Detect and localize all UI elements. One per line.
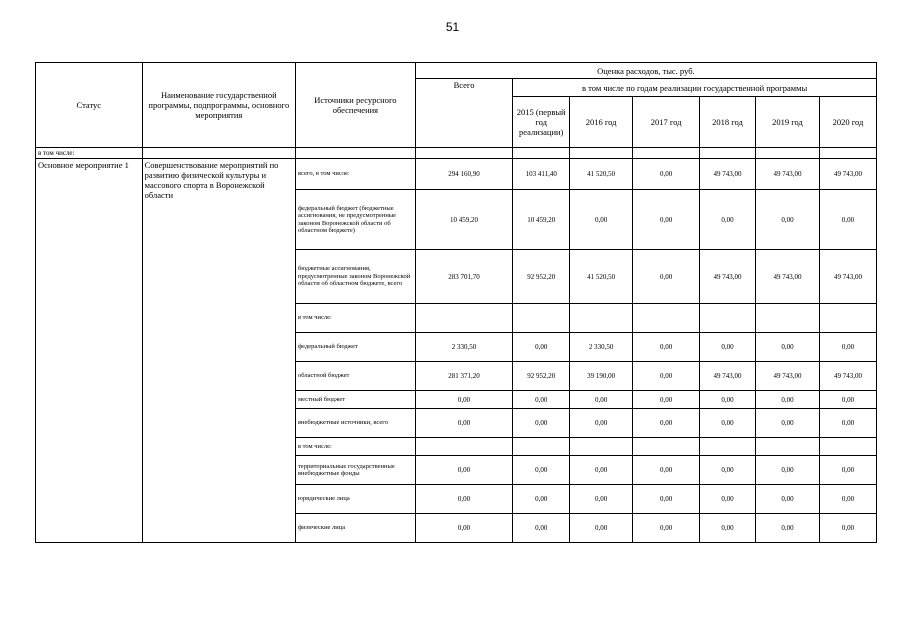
value-cell: 49 743,00 [700, 362, 756, 391]
header-status: Статус [36, 63, 143, 148]
value-cell: 41 520,50 [570, 250, 633, 304]
value-cell: 0,00 [755, 391, 819, 409]
source-cell: федеральный бюджет [295, 333, 415, 362]
event-name: Совершенствование мероприятий по развитию физической культуры и массового спорта в Воронежской области [142, 159, 295, 543]
value-cell: 0,00 [570, 391, 633, 409]
value-cell: 0,00 [513, 409, 570, 438]
value-cell [819, 438, 876, 456]
value-cell: 0,00 [570, 409, 633, 438]
table-row [36, 159, 877, 190]
source-cell: физические лица [295, 514, 415, 543]
value-cell: 49 743,00 [755, 250, 819, 304]
value-cell [633, 438, 700, 456]
value-cell: 0,00 [633, 190, 700, 250]
value-cell: 0,00 [633, 409, 700, 438]
value-cell: 10 459,20 [513, 190, 570, 250]
value-cell: 0,00 [513, 514, 570, 543]
value-cell: 294 160,90 [415, 159, 512, 190]
header-year-2018: 2018 год [700, 97, 756, 148]
value-cell: 92 952,20 [513, 362, 570, 391]
header-year-2015: 2015 (первый год реализации) [513, 97, 570, 148]
value-cell: 92 952,20 [513, 250, 570, 304]
value-cell: 0,00 [513, 333, 570, 362]
header-row-1 [36, 63, 877, 79]
value-cell: 0,00 [570, 514, 633, 543]
value-cell: 0,00 [570, 190, 633, 250]
page-number: 51 [445, 20, 460, 34]
source-cell: в том числе: [295, 438, 415, 456]
header-sources: Источники ресурсного обеспечения [295, 63, 415, 148]
value-cell: 0,00 [700, 485, 756, 514]
value-cell: 0,00 [633, 391, 700, 409]
in-that-number-row [36, 148, 877, 159]
value-cell [755, 304, 819, 333]
source-cell: территориальные государственные внебюджетные фонды [295, 456, 415, 485]
value-cell: 0,00 [570, 485, 633, 514]
value-cell: 0,00 [819, 485, 876, 514]
value-cell: 49 743,00 [700, 159, 756, 190]
source-cell: в том числе: [295, 304, 415, 333]
value-cell: 39 190,00 [570, 362, 633, 391]
value-cell: 0,00 [415, 391, 512, 409]
header-name: Наименование государственной программы, подпрограммы, основного мероприятия [142, 63, 295, 148]
value-cell: 49 743,00 [755, 362, 819, 391]
value-cell: 0,00 [700, 514, 756, 543]
value-cell [415, 304, 512, 333]
value-cell: 49 743,00 [819, 159, 876, 190]
event-status: Основное мероприятие 1 [36, 159, 143, 543]
source-cell: федеральный бюджет (бюджетные ассигнования, не предусмотренные законом Воронежской области об областном бюджете) [295, 190, 415, 250]
value-cell: 0,00 [633, 485, 700, 514]
header-year-2020: 2020 год [819, 97, 876, 148]
value-cell: 0,00 [415, 409, 512, 438]
value-cell: 49 743,00 [819, 250, 876, 304]
value-cell: 0,00 [633, 362, 700, 391]
value-cell: 0,00 [513, 485, 570, 514]
source-cell: бюджетные ассигнования, предусмотренные законом Воронежской области об областном бюджете, всего [295, 250, 415, 304]
value-cell: 0,00 [755, 409, 819, 438]
value-cell: 0,00 [819, 514, 876, 543]
value-cell: 2 330,50 [570, 333, 633, 362]
source-cell: юридические лица [295, 485, 415, 514]
value-cell: 0,00 [755, 485, 819, 514]
value-cell: 0,00 [633, 159, 700, 190]
value-cell: 0,00 [415, 456, 512, 485]
value-cell: 103 411,40 [513, 159, 570, 190]
value-cell: 281 371,20 [415, 362, 512, 391]
value-cell: 0,00 [700, 391, 756, 409]
value-cell: 41 520,50 [570, 159, 633, 190]
source-cell: всего, в том числе: [295, 159, 415, 190]
value-cell: 0,00 [819, 333, 876, 362]
value-cell: 0,00 [819, 409, 876, 438]
value-cell [700, 304, 756, 333]
value-cell: 0,00 [700, 456, 756, 485]
value-cell [755, 438, 819, 456]
value-cell: 0,00 [819, 391, 876, 409]
value-cell [513, 304, 570, 333]
value-cell [570, 304, 633, 333]
value-cell: 0,00 [755, 514, 819, 543]
value-cell: 49 743,00 [700, 250, 756, 304]
value-cell [819, 304, 876, 333]
value-cell: 0,00 [415, 514, 512, 543]
header-total: Всего [415, 79, 512, 148]
value-cell: 0,00 [700, 190, 756, 250]
value-cell: 0,00 [819, 190, 876, 250]
value-cell [570, 438, 633, 456]
source-cell: внебюджетные источники, всего [295, 409, 415, 438]
header-year-2017: 2017 год [633, 97, 700, 148]
value-cell: 0,00 [415, 485, 512, 514]
in-that-number-label: в том числе: [36, 148, 143, 159]
source-cell: областной бюджет [295, 362, 415, 391]
budget-table [35, 62, 877, 543]
value-cell: 10 459,20 [415, 190, 512, 250]
header-estimate: Оценка расходов, тыс. руб. [415, 63, 876, 79]
value-cell: 0,00 [755, 456, 819, 485]
source-cell: местный бюджет [295, 391, 415, 409]
value-cell: 283 701,70 [415, 250, 512, 304]
value-cell [415, 438, 512, 456]
value-cell [700, 438, 756, 456]
value-cell: 0,00 [633, 514, 700, 543]
value-cell: 0,00 [633, 333, 700, 362]
value-cell: 0,00 [755, 190, 819, 250]
value-cell: 0,00 [570, 456, 633, 485]
value-cell: 0,00 [819, 456, 876, 485]
header-year-2019: 2019 год [755, 97, 819, 148]
value-cell: 0,00 [700, 333, 756, 362]
header-year-2016: 2016 год [570, 97, 633, 148]
header-by-years: в том числе по годам реализации государственной программы [513, 79, 877, 97]
value-cell: 0,00 [700, 409, 756, 438]
value-cell: 0,00 [633, 250, 700, 304]
value-cell: 49 743,00 [755, 159, 819, 190]
value-cell: 2 330,50 [415, 333, 512, 362]
value-cell [633, 304, 700, 333]
value-cell: 49 743,00 [819, 362, 876, 391]
value-cell: 0,00 [513, 456, 570, 485]
value-cell: 0,00 [633, 456, 700, 485]
value-cell: 0,00 [755, 333, 819, 362]
value-cell [513, 438, 570, 456]
value-cell: 0,00 [513, 391, 570, 409]
